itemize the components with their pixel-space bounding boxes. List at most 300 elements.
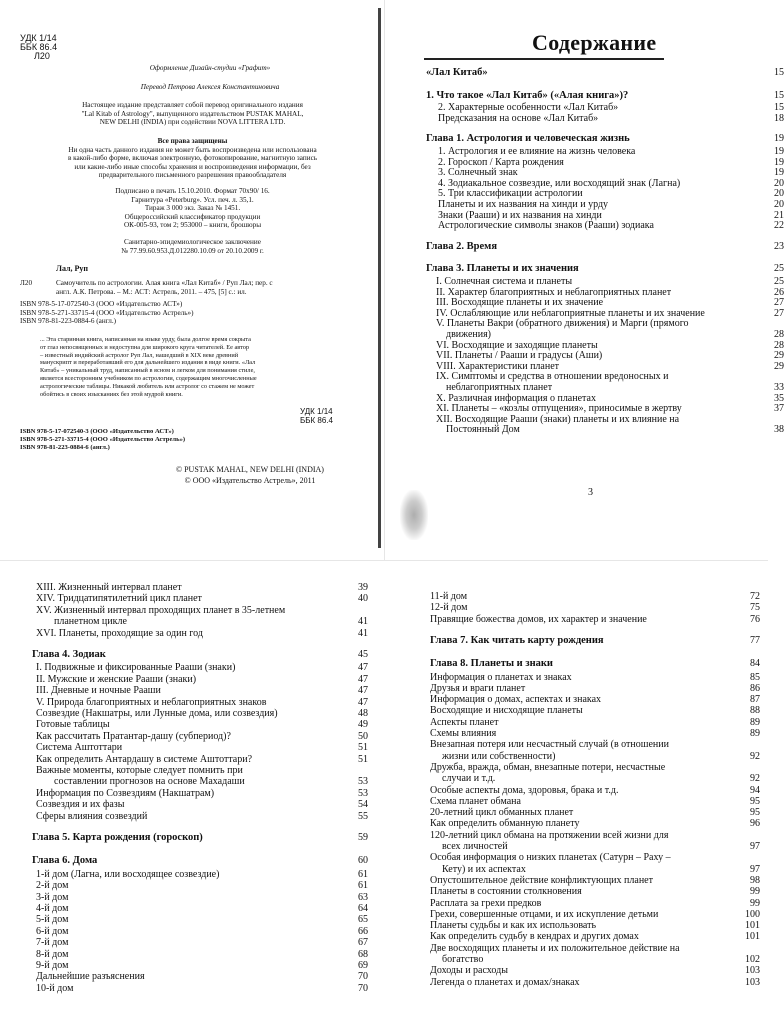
toc-entry bbox=[32, 811, 368, 822]
toc-entry-page: 28 bbox=[774, 329, 784, 340]
toc-entry-page: 45 bbox=[358, 649, 368, 660]
toc-entry-title: I. Подвижные и фиксированные Рааши (знаки) bbox=[36, 662, 236, 674]
toc-entry bbox=[32, 616, 368, 627]
toc-entry bbox=[426, 113, 784, 124]
rights-line: в какой-либо форме, включая электронную, фотокопирование, магнитную запись bbox=[67, 154, 318, 162]
toc-entry-title: Опустошительное действие конфликтующих планет bbox=[430, 874, 653, 886]
toc-entry-title: V. Планеты Вакри (обратного движения) и Марги (прямого bbox=[436, 318, 689, 330]
toc-entry bbox=[430, 683, 760, 694]
author-code-2: Л20 bbox=[20, 279, 33, 287]
toc-entry-title: Созвездия и их фазы bbox=[36, 799, 125, 811]
toc-entry-page: 27 bbox=[774, 297, 784, 309]
toc-entry bbox=[430, 841, 760, 852]
abstract-line: обойтись в своих изысканиях без этой мудрой книги. bbox=[40, 390, 183, 398]
toc-entry bbox=[426, 329, 784, 340]
toc-entry-page: 50 bbox=[358, 730, 368, 742]
toc-entry bbox=[32, 776, 368, 787]
toc-entry bbox=[32, 926, 368, 937]
toc-entry bbox=[430, 943, 760, 954]
rights-line: предварительного письменного разрешения правообладателя bbox=[98, 171, 287, 179]
toc-entry-title: Глава 6. Дома bbox=[32, 855, 98, 867]
toc-chapter-heading bbox=[430, 635, 760, 646]
toc-entry-page: 47 bbox=[358, 673, 368, 685]
toc-entry-title: Глава 3. Планеты и их значения bbox=[426, 263, 579, 275]
notice-line: NEW DELHI (INDIA) при содействии NOVA LITTERA LTD. bbox=[99, 118, 286, 126]
toc-entry bbox=[426, 308, 784, 319]
toc-entry-title: Аспекты планет bbox=[430, 716, 499, 728]
bib-line: Самоучитель по астрологии. Алая книга «Лал Китаб» / Руп Лал; пер. с bbox=[56, 279, 273, 287]
toc-entry bbox=[430, 977, 760, 988]
scan-edge-rule bbox=[378, 8, 381, 548]
toc-entry bbox=[426, 371, 784, 382]
print-info bbox=[20, 187, 365, 230]
print-line: Общероссийский классификатор продукции bbox=[124, 212, 261, 221]
toc-entry-page bbox=[756, 830, 760, 841]
toc-chapter-heading bbox=[430, 658, 760, 669]
toc-entry bbox=[32, 697, 368, 708]
toc-entry-title: Астрологические символы знаков (Рааши) зодиака bbox=[438, 220, 654, 232]
toc-entry bbox=[32, 605, 368, 616]
design-credit: Оформление Дизайн-студии «Графит» bbox=[149, 64, 271, 72]
toc-entry-page: 92 bbox=[750, 750, 760, 762]
toc-entry-title: I. Солнечная система и планеты bbox=[436, 276, 573, 287]
toc-entry-title: планетном цикле bbox=[54, 616, 127, 628]
toc-entry bbox=[426, 102, 784, 113]
bibliography bbox=[56, 279, 376, 296]
toc-entry bbox=[430, 705, 760, 716]
toc-entry-title: 5. Три классификации астрологии bbox=[438, 188, 583, 200]
toc-entry-page: 19 bbox=[774, 133, 784, 145]
toc-entry-page: 89 bbox=[750, 716, 760, 728]
toc-entry-title: 3-й дом bbox=[36, 891, 69, 903]
toc-entry-page: 99 bbox=[750, 897, 760, 909]
print-line: Тираж 3 000 экз. Заказ № 1451. bbox=[144, 204, 241, 212]
toc-entry-title: Система Аштоттари bbox=[36, 742, 123, 754]
toc-entry-title: Схемы влияния bbox=[430, 728, 497, 739]
toc-entry-title: Глава 5. Карта рождения (гороскоп) bbox=[32, 832, 203, 843]
toc-entry-title: Особые аспекты дома, здоровья, брака и т.д. bbox=[430, 784, 619, 796]
toc-entry-page: 41 bbox=[358, 627, 368, 639]
toc-entry bbox=[426, 361, 784, 372]
toc-entry-title: Особая информация о низких планетах (Сатурн – Раху – bbox=[430, 852, 671, 864]
toc-entry-page: 67 bbox=[358, 937, 368, 949]
toc-entry bbox=[426, 210, 784, 221]
toc-entry-page: 89 bbox=[750, 728, 760, 739]
toc-chapter-heading bbox=[426, 90, 784, 101]
toc-entry bbox=[430, 931, 760, 942]
toc-entry-title: Глава 2. Время bbox=[426, 240, 498, 252]
abstract bbox=[40, 336, 360, 398]
toc-entry-page: 103 bbox=[745, 976, 760, 988]
abstract-line: – известный индийский астролог Руп Лал, нашедший в XIX веке древний bbox=[40, 351, 239, 359]
toc-entry-title: Предсказания на основе «Лал Китаб» bbox=[438, 112, 599, 124]
udk: УДК 1/14 bbox=[300, 407, 333, 416]
toc-entry-title: 9-й дом bbox=[36, 960, 69, 971]
toc-entry-page: 64 bbox=[358, 903, 368, 914]
toc-entry-page: 76 bbox=[750, 613, 760, 625]
toc-entry-title: Созвездие (Накшатры, или Лунные дома, или созвездия) bbox=[36, 708, 278, 719]
toc-entry-page: 51 bbox=[358, 742, 368, 754]
toc-entry-title: V. Природа благоприятных и неблагоприятных знаков bbox=[36, 696, 267, 708]
toc-entry bbox=[426, 220, 784, 231]
toc-entry bbox=[32, 628, 368, 639]
toc-entry-title: XII. Восходящие Рааши (знаки) планеты и их влияние на bbox=[436, 413, 680, 425]
toc-entry-title: X. Различная информация о планетах bbox=[436, 392, 596, 404]
page-number: 3 bbox=[588, 487, 593, 498]
toc-entry-page: 15 bbox=[774, 67, 784, 78]
toc-entry bbox=[430, 852, 760, 863]
toc-entry-page: 66 bbox=[358, 925, 368, 937]
contents-title: Содержание bbox=[532, 30, 657, 55]
toc-entry-page: 98 bbox=[750, 874, 760, 886]
toc-entry bbox=[426, 178, 784, 189]
toc-entry-page: 94 bbox=[750, 784, 760, 796]
toc-entry-title: II. Характер благоприятных и неблагоприятных планет bbox=[436, 286, 672, 298]
sanitary-line: № 77.99.60.953.Д.012280.10.09 от 20.10.2009 г. bbox=[121, 246, 264, 255]
toc-entry-title: Восходящие и нисходящие планеты bbox=[430, 705, 583, 717]
toc-chapter-heading bbox=[426, 133, 784, 144]
toc-entry-page: 75 bbox=[750, 602, 760, 614]
toc-entry-title: 10-й дом bbox=[36, 982, 74, 994]
toc-entry-page: 47 bbox=[358, 662, 368, 674]
toc-entry-page bbox=[364, 765, 368, 776]
toc-entry bbox=[32, 719, 368, 730]
toc-entry-title: Постоянный Дом bbox=[446, 424, 520, 436]
toc-entry-title: Дружба, вражда, обман, внезапные потери, несчастные bbox=[430, 761, 666, 773]
toc-entry-page: 65 bbox=[358, 914, 368, 926]
toc-entry-page: 28 bbox=[774, 339, 784, 351]
toc-entry-page bbox=[756, 852, 760, 863]
toc-entry bbox=[430, 818, 760, 829]
abstract-line: Китаб» – уникальный труд, написанный в ясном и легком для понимания стиле, bbox=[40, 367, 255, 375]
toc-entry bbox=[426, 276, 784, 287]
sanitary-line: Санитарно-эпидемиологическое заключение bbox=[124, 238, 261, 246]
toc-entry bbox=[32, 960, 368, 971]
toc-entry bbox=[426, 350, 784, 361]
toc-entry-title: 2-й дом bbox=[36, 880, 69, 892]
toc-entry-title: движения) bbox=[446, 329, 492, 340]
toc-entry bbox=[32, 742, 368, 753]
toc-entry-page bbox=[780, 371, 784, 382]
abstract-line: ... Эта старинная книга, написанная на языке урду, была долгое время сокрыта bbox=[40, 336, 251, 343]
toc-entry-title: Как определить судьбу в кендрах и других домах bbox=[430, 931, 639, 943]
toc-entry-page: 20 bbox=[774, 188, 784, 200]
toc-entry-title: Готовые таблицы bbox=[36, 719, 110, 731]
toc-entry-page: 61 bbox=[358, 868, 368, 880]
toc-entry-page: 19 bbox=[774, 156, 784, 168]
copyright-line: © ООО «Издательство Астрель», 2011 bbox=[184, 476, 316, 485]
toc-entry bbox=[430, 773, 760, 784]
toc-entry bbox=[430, 591, 760, 602]
toc-entry-title: Информация о домах, аспектах и знаках bbox=[430, 694, 602, 706]
bib-line: англ. А.К. Петрова. – М.: АСТ: Астрель, 2011. – 475, [5] с.: ил. bbox=[56, 287, 247, 296]
toc-entry-title: 8-й дом bbox=[36, 948, 69, 960]
toc-entry-title: II. Мужские и женские Рааши (знаки) bbox=[36, 673, 197, 685]
toc-entry-page: 22 bbox=[774, 220, 784, 232]
toc-entry bbox=[426, 167, 784, 178]
isbn-list-a bbox=[20, 300, 194, 326]
toc-entry-page: 101 bbox=[745, 931, 760, 943]
toc-entry-title: Как рассчитать Пратантар-дашу (субпериод)? bbox=[36, 730, 231, 742]
toc-entry bbox=[430, 672, 760, 683]
toc-entry bbox=[32, 674, 368, 685]
toc-chapter-heading bbox=[32, 649, 368, 660]
toc-entry bbox=[430, 954, 760, 965]
toc-entry bbox=[32, 880, 368, 891]
toc-entry-page: 72 bbox=[750, 591, 760, 602]
toc-entry-title: Правящие божества домов, их характер и значение bbox=[430, 613, 647, 625]
toc-entry-page: 20 bbox=[774, 177, 784, 189]
toc-entry-page: 48 bbox=[358, 708, 368, 719]
toc-entry-title: VII. Планеты / Рааши и градусы (Аши) bbox=[436, 350, 603, 362]
print-line: ОК-005-93, том 2; 953000 – книги, брошюры bbox=[123, 221, 262, 229]
toc-entry-title: 6-й дом bbox=[36, 925, 69, 937]
toc-entry-title: XVI. Планеты, проходящие за один год bbox=[36, 627, 203, 639]
toc-chapter-heading bbox=[32, 855, 368, 866]
toc-entry bbox=[426, 318, 784, 329]
toc-entry-title: IX. Симптомы и средства в отношении вредоносных и bbox=[436, 371, 669, 383]
toc-entry bbox=[430, 898, 760, 909]
toc-entry-title: Сферы влияния созвездий bbox=[36, 810, 148, 822]
toc-entry-page: 99 bbox=[750, 886, 760, 898]
notice-line: Настоящее издание представляет собой перевод оригинального издания bbox=[82, 101, 303, 109]
toc-entry-page: 41 bbox=[358, 616, 368, 628]
toc-entry-page: 97 bbox=[750, 841, 760, 852]
toc-entry bbox=[426, 382, 784, 393]
toc-entry-page bbox=[756, 762, 760, 773]
toc-entry-title: Как определить обманную планету bbox=[430, 818, 580, 830]
toc-entry-page bbox=[756, 943, 760, 954]
toc-entry-title: «Лал Китаб» bbox=[426, 67, 488, 78]
toc-entry bbox=[430, 909, 760, 920]
toc-entry bbox=[32, 765, 368, 776]
toc-entry bbox=[426, 340, 784, 351]
print-line: Гарнитура «Peterburg». Усл. печ. л. 35,1. bbox=[131, 195, 254, 204]
isbn-list-b bbox=[20, 428, 185, 452]
toc-entry bbox=[32, 788, 368, 799]
toc-entry-title: Дальнейшие разъяснения bbox=[36, 971, 145, 983]
toc-entry-title: VIII. Характеристики планет bbox=[436, 360, 560, 372]
toc-entry bbox=[430, 728, 760, 739]
toc-entry-page: 95 bbox=[750, 795, 760, 807]
toc-entry-title: Планеты и их названия на хинди и урду bbox=[438, 199, 609, 210]
toc-entry bbox=[32, 754, 368, 765]
toc-entry-page: 87 bbox=[750, 694, 760, 706]
toc-entry-title: Две восходящих планеты и их положительное действие на bbox=[430, 942, 680, 954]
isbn-line: ISBN 978-5-271-33715-4 (ООО «Издательство Астрель») bbox=[20, 436, 186, 443]
toc-entry-page: 102 bbox=[745, 954, 760, 965]
notice bbox=[20, 101, 365, 127]
notice-line: "Lal Kitab of Astrology", выпущенного издательством PUSTAK MAHAL, bbox=[81, 109, 304, 118]
rights-line: Ни одна часть данного издания не может быть воспроизведена или использована bbox=[68, 145, 317, 154]
toc-entry bbox=[426, 146, 784, 157]
toc-entry bbox=[430, 830, 760, 841]
toc-entry-title: 4-й дом bbox=[36, 903, 69, 914]
toc-entry-page: 51 bbox=[358, 753, 368, 765]
toc-entry-title: Глава 7. Как читать карту рождения bbox=[430, 634, 604, 646]
toc-entry-title: 3. Солнечный знак bbox=[438, 167, 518, 179]
toc-chapter-heading bbox=[32, 832, 368, 843]
toc-entry-title: III. Восходящие планеты и их значение bbox=[436, 297, 604, 309]
toc-entry-page: 19 bbox=[774, 167, 784, 179]
toc-entry bbox=[32, 593, 368, 604]
toc-entry-page: 60 bbox=[358, 855, 368, 867]
toc-entry-page bbox=[756, 739, 760, 750]
toc-entry-title: 2. Гороскоп / Карта рождения bbox=[438, 156, 564, 168]
toc-entry-page: 53 bbox=[358, 776, 368, 788]
toc-entry bbox=[32, 892, 368, 903]
toc-entry-page: 95 bbox=[750, 807, 760, 819]
toc-entry-page: 27 bbox=[774, 307, 784, 319]
toc-entry bbox=[32, 662, 368, 673]
author-name: Лал, Руп bbox=[56, 264, 89, 273]
isbn-line: ISBN 978-5-17-072540-3 (ООО «Издательство АСТ») bbox=[20, 300, 183, 308]
toc-entry-page: 49 bbox=[358, 719, 368, 731]
toc-entry-title: Планеты в состоянии столкновения bbox=[430, 886, 582, 898]
toc-entry bbox=[426, 199, 784, 210]
toc-entry bbox=[430, 751, 760, 762]
toc-entry bbox=[426, 287, 784, 298]
abstract-line: является всесторонним учебником по астрологии, содержащим многочисленные bbox=[40, 374, 257, 382]
toc-entry-page: 59 bbox=[358, 832, 368, 843]
toc-entry-page: 29 bbox=[774, 360, 784, 372]
toc-entry-page: 63 bbox=[358, 891, 368, 903]
toc-entry-page: 29 bbox=[774, 350, 784, 362]
toc-entry-page: 40 bbox=[358, 593, 368, 605]
copyright bbox=[120, 464, 380, 486]
toc-entry-title: случаи и т.д. bbox=[442, 773, 496, 785]
toc-entry-title: Друзья и враги планет bbox=[430, 682, 526, 694]
toc-entry-title: 120-летний цикл обмана на протяжении всей жизни для bbox=[430, 829, 669, 841]
toc-entry-page: 100 bbox=[745, 908, 760, 920]
toc-entry-page: 97 bbox=[750, 863, 760, 875]
toc-entry bbox=[430, 886, 760, 897]
toc-entry bbox=[426, 403, 784, 414]
toc-entry bbox=[430, 739, 760, 750]
author-code: Л20 bbox=[34, 51, 50, 61]
udk: УДК 1/14 bbox=[20, 33, 57, 43]
toc-entry-title: XV. Жизненный интервал проходящих планет в 35-летнем bbox=[36, 604, 286, 616]
toc-entry bbox=[32, 685, 368, 696]
toc-entry bbox=[426, 393, 784, 404]
toc-entry bbox=[430, 875, 760, 886]
toc-entry-title: Глава 8. Планеты и знаки bbox=[430, 658, 553, 670]
toc-entry-title: 4. Зодиакальное созвездие, или восходящий знак (Лагна) bbox=[438, 177, 681, 189]
toc-entry-title: 11-й дом bbox=[430, 591, 468, 602]
toc-entry-page: 54 bbox=[358, 799, 368, 811]
toc-entry-page bbox=[780, 414, 784, 425]
toc-entry-page: 61 bbox=[358, 880, 368, 892]
toc-entry bbox=[32, 799, 368, 810]
toc-entry-title: Внезапная потеря или несчастный случай (в отношении bbox=[430, 739, 669, 751]
toc-entry-title: Планеты судьбы и как их использовать bbox=[430, 920, 597, 932]
toc-chapter-heading bbox=[426, 241, 784, 252]
rights-line: или какие-либо иные способы хранения и воспроизведения информации, без bbox=[74, 162, 311, 171]
imprint-page bbox=[0, 0, 384, 560]
toc-entry-page: 53 bbox=[358, 787, 368, 799]
toc-entry-page: 25 bbox=[774, 263, 784, 275]
toc-entry-title: Информация о планетах и знаках bbox=[430, 671, 572, 683]
toc-entry-page bbox=[364, 605, 368, 616]
toc-entry-page: 92 bbox=[750, 773, 760, 785]
bbk: ББК 86.4 bbox=[20, 42, 58, 52]
toc-chapter-heading bbox=[426, 263, 784, 274]
toc-entry-title: Доходы и расходы bbox=[430, 965, 508, 977]
toc-entry bbox=[426, 424, 784, 435]
toc-entry bbox=[430, 614, 760, 625]
toc-entry-title: Кету) и их аспектах bbox=[442, 863, 526, 875]
toc-entry-page: 19 bbox=[774, 146, 784, 157]
toc-entry bbox=[430, 785, 760, 796]
toc-entry-page: 88 bbox=[750, 705, 760, 717]
toc-entry bbox=[430, 965, 760, 976]
toc-entry-title: всех личностей bbox=[442, 841, 508, 852]
title-rule bbox=[424, 58, 664, 60]
toc-entry-title: XI. Планеты – «козлы отпущения», приносимые в жертву bbox=[436, 403, 682, 415]
toc-entry-page: 70 bbox=[358, 971, 368, 983]
toc-entry-title: 5-й дом bbox=[36, 914, 69, 926]
udk-block bbox=[20, 34, 57, 61]
toc-entry-page: 15 bbox=[774, 89, 784, 101]
toc-entry bbox=[430, 864, 760, 875]
toc-entry-title: Важные моменты, которые следует помнить при bbox=[36, 765, 243, 776]
toc-entry-page: 69 bbox=[358, 960, 368, 971]
udk-block-2 bbox=[300, 408, 333, 425]
toc-entry-page: 55 bbox=[358, 810, 368, 822]
toc-entry-title: жизни или собственности) bbox=[442, 750, 556, 762]
toc-entry-title: Знаки (Рааши) и их названия на хинди bbox=[438, 209, 602, 221]
rights bbox=[20, 137, 365, 180]
toc-entry-title: XIV. Тридцатипятилетний цикл планет bbox=[36, 593, 202, 605]
toc-entry bbox=[32, 731, 368, 742]
toc-entry-title: 7-й дом bbox=[36, 937, 69, 949]
abstract-line: астрологические таблицы. Никакой любитель или астролог со стажем не может bbox=[40, 382, 255, 390]
toc-entry bbox=[32, 708, 368, 719]
toc-entry-title: VI. Восходящие и заходящие планеты bbox=[436, 339, 598, 351]
toc-entry bbox=[32, 937, 368, 948]
rights-title: Все права защищены bbox=[157, 137, 228, 145]
toc-entry-title: Как определить Антардашу в системе Аштоттари? bbox=[36, 753, 253, 765]
toc-entry bbox=[32, 983, 368, 994]
toc-entry-page: 85 bbox=[750, 671, 760, 683]
isbn-line: ISBN 978-81-223-0884-6 (англ.) bbox=[20, 444, 110, 451]
toc-entry-page bbox=[780, 318, 784, 329]
toc-entry-title: богатство bbox=[442, 954, 484, 965]
toc-entry-page: 77 bbox=[750, 634, 760, 646]
toc-entry-page: 21 bbox=[774, 209, 784, 221]
toc-entry-title: 1. Астрология и ее влияние на жизнь человека bbox=[438, 146, 636, 157]
toc-entry bbox=[32, 903, 368, 914]
toc-entry bbox=[426, 157, 784, 168]
toc-entry-page: 47 bbox=[358, 685, 368, 697]
toc-entry-title: XIII. Жизненный интервал планет bbox=[36, 582, 182, 593]
toc-entry bbox=[430, 920, 760, 931]
toc-entry-title: 2. Характерные особенности «Лал Китаб» bbox=[438, 102, 619, 114]
toc-entry-page: 101 bbox=[745, 920, 760, 932]
translation-credit: Перевод Петрова Алексея Константиновича bbox=[140, 83, 280, 91]
toc-entry-page: 33 bbox=[774, 382, 784, 393]
toc-chapter-heading bbox=[426, 67, 784, 78]
toc-entry-page: 26 bbox=[774, 286, 784, 298]
toc-entry-page: 35 bbox=[774, 392, 784, 404]
toc-entry bbox=[32, 869, 368, 880]
toc-entry bbox=[430, 602, 760, 613]
toc-entry-page: 38 bbox=[774, 424, 784, 436]
toc-entry bbox=[426, 414, 784, 425]
toc-entry bbox=[32, 949, 368, 960]
toc-entry bbox=[32, 914, 368, 925]
toc-entry-page: 47 bbox=[358, 696, 368, 708]
